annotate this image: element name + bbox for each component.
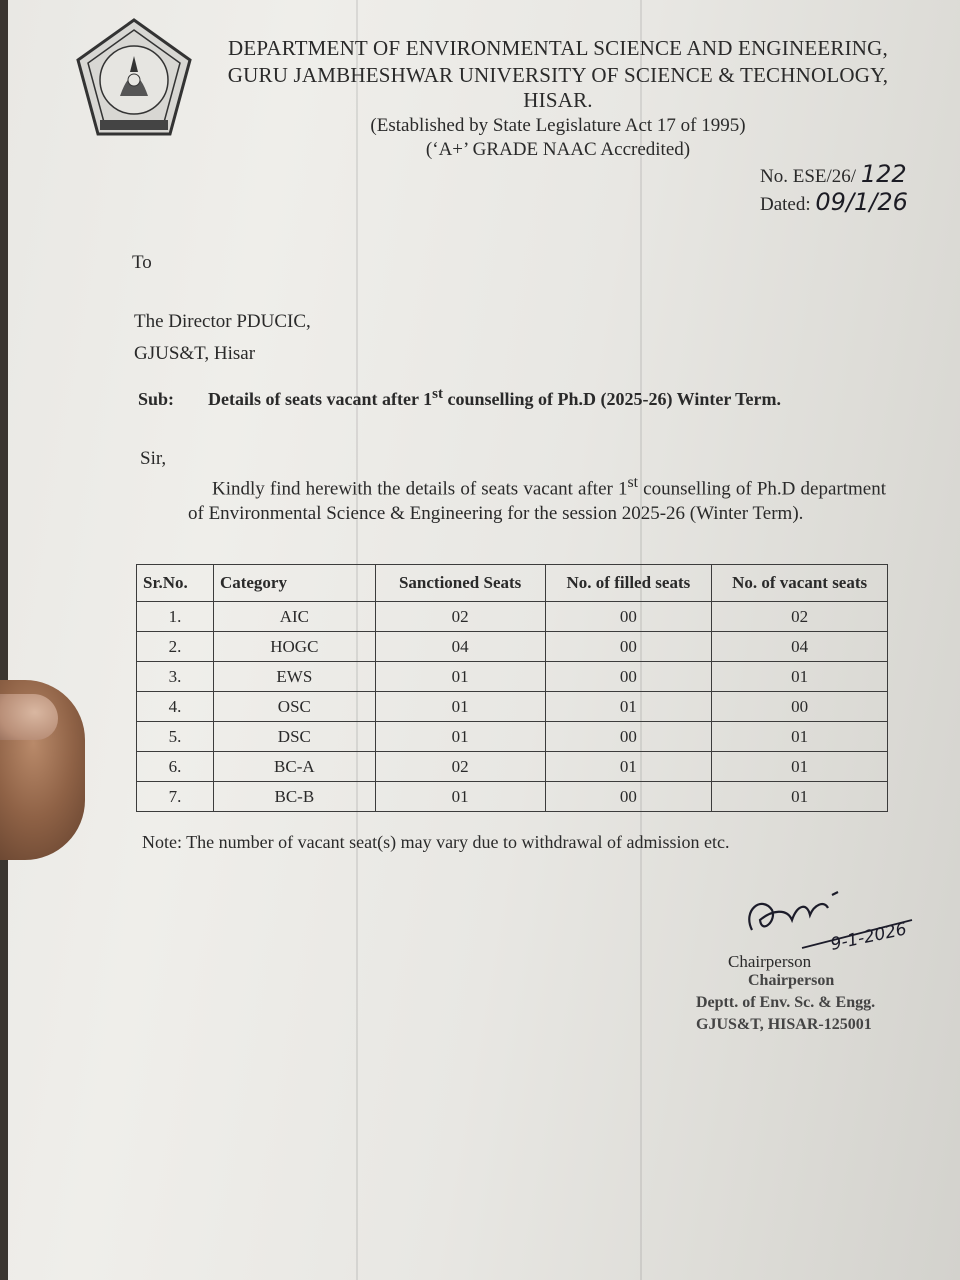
letter-page <box>8 0 960 1280</box>
table-cell: 02 <box>375 752 545 782</box>
establishment-line: (Established by State Legislature Act 17 of 1995) <box>370 115 746 136</box>
reference-number-label: No. ESE/26/ <box>760 166 857 187</box>
table-cell: 00 <box>545 602 712 632</box>
column-header: No. of filled seats <box>545 565 712 602</box>
subject-text-pre: Details of seats vacant after 1 <box>208 389 433 409</box>
thumbnail <box>0 694 58 740</box>
column-header: Category <box>213 565 375 602</box>
table-row <box>137 782 888 812</box>
table-cell: EWS <box>213 662 375 692</box>
table-cell: 00 <box>545 722 712 752</box>
signature-block <box>696 890 956 1040</box>
university-name: GURU JAMBHESHWAR UNIVERSITY OF SCIENCE & TECHNOLOGY, HISAR. <box>227 63 889 112</box>
addressee <box>134 306 311 370</box>
subject-line <box>138 386 781 410</box>
table-cell: 01 <box>375 722 545 752</box>
table-cell: 01 <box>712 722 888 752</box>
table-cell: 4. <box>137 692 214 722</box>
table-cell: 00 <box>545 662 712 692</box>
table-cell: 00 <box>712 692 888 722</box>
table-cell: BC-A <box>213 752 375 782</box>
table-row <box>137 692 888 722</box>
table-cell: 04 <box>712 632 888 662</box>
subject-text-post: counselling of Ph.D (2025-26) Winter Term. <box>442 389 781 409</box>
seats-table <box>136 564 888 812</box>
table-cell: 3. <box>137 662 214 692</box>
table-cell: 1. <box>137 602 214 632</box>
column-header: No. of vacant seats <box>712 565 888 602</box>
table-cell: 02 <box>375 602 545 632</box>
table-cell: AIC <box>213 602 375 632</box>
column-header: Sanctioned Seats <box>375 565 545 602</box>
signatory-title: Chairperson <box>728 952 812 971</box>
table-row <box>137 752 888 782</box>
table-cell: 2. <box>137 632 214 662</box>
letterhead <box>198 36 918 161</box>
table-cell: 00 <box>545 782 712 812</box>
table-cell: 01 <box>712 662 888 692</box>
university-logo <box>72 16 196 140</box>
signature-scribble <box>732 890 922 960</box>
subject-superscript: st <box>432 386 443 402</box>
date-handwritten: 09/1/26 <box>815 188 908 216</box>
addressee-line: The Director PDUCIC, <box>134 311 311 332</box>
table-cell: 7. <box>137 782 214 812</box>
note-text: Note: The number of vacant seat(s) may vary due to withdrawal of admission etc. <box>142 832 730 852</box>
subject-label: Sub: <box>138 389 175 409</box>
body-text-pre: Kindly find herewith the details of seats vacant after 1 <box>212 478 628 500</box>
column-header: Sr.No. <box>137 565 214 602</box>
table-cell: 5. <box>137 722 214 752</box>
department-stamp <box>696 970 875 1036</box>
addressee-line: GJUS&T, Hisar <box>134 343 256 364</box>
table-cell: BC-B <box>213 782 375 812</box>
table-header-row <box>137 565 888 602</box>
reference-block <box>760 160 908 216</box>
table-row <box>137 722 888 752</box>
table-cell: 00 <box>545 632 712 662</box>
table-cell: HOGC <box>213 632 375 662</box>
table-cell: 02 <box>712 602 888 632</box>
stamp-line: Deptt. of Env. Sc. & Engg. <box>696 994 876 1011</box>
table-cell: 01 <box>545 752 712 782</box>
stamp-line: Chairperson <box>748 972 835 989</box>
department-name: DEPARTMENT OF ENVIRONMENTAL SCIENCE AND ENGINEERING, <box>227 36 888 60</box>
date-label: Dated: <box>760 194 811 215</box>
table-cell: 01 <box>712 782 888 812</box>
table-cell: 01 <box>375 692 545 722</box>
reference-number-handwritten: 122 <box>860 160 907 188</box>
table-cell: OSC <box>213 692 375 722</box>
table-cell: 6. <box>137 752 214 782</box>
table-cell: 01 <box>712 752 888 782</box>
table-row <box>137 662 888 692</box>
accreditation-line: (‘A+’ GRADE NAAC Accredited) <box>425 139 691 160</box>
salutation: Sir, <box>140 448 167 469</box>
body-text-post: counselling of Ph.D department of Environmental Science & Engineering for the session 2025-26 (Winter Term). <box>188 478 886 525</box>
table-cell: 04 <box>375 632 545 662</box>
table-cell: 01 <box>375 662 545 692</box>
to-label: To <box>132 252 152 273</box>
table-cell: 01 <box>375 782 545 812</box>
letter-body <box>188 470 886 526</box>
table-row <box>137 632 888 662</box>
table-cell: DSC <box>213 722 375 752</box>
body-superscript: st <box>627 474 639 491</box>
table-row <box>137 602 888 632</box>
signature-date: 9-1-2026 <box>828 919 909 955</box>
table-cell: 01 <box>545 692 712 722</box>
stamp-line: GJUS&T, HISAR-125001 <box>696 1016 872 1033</box>
